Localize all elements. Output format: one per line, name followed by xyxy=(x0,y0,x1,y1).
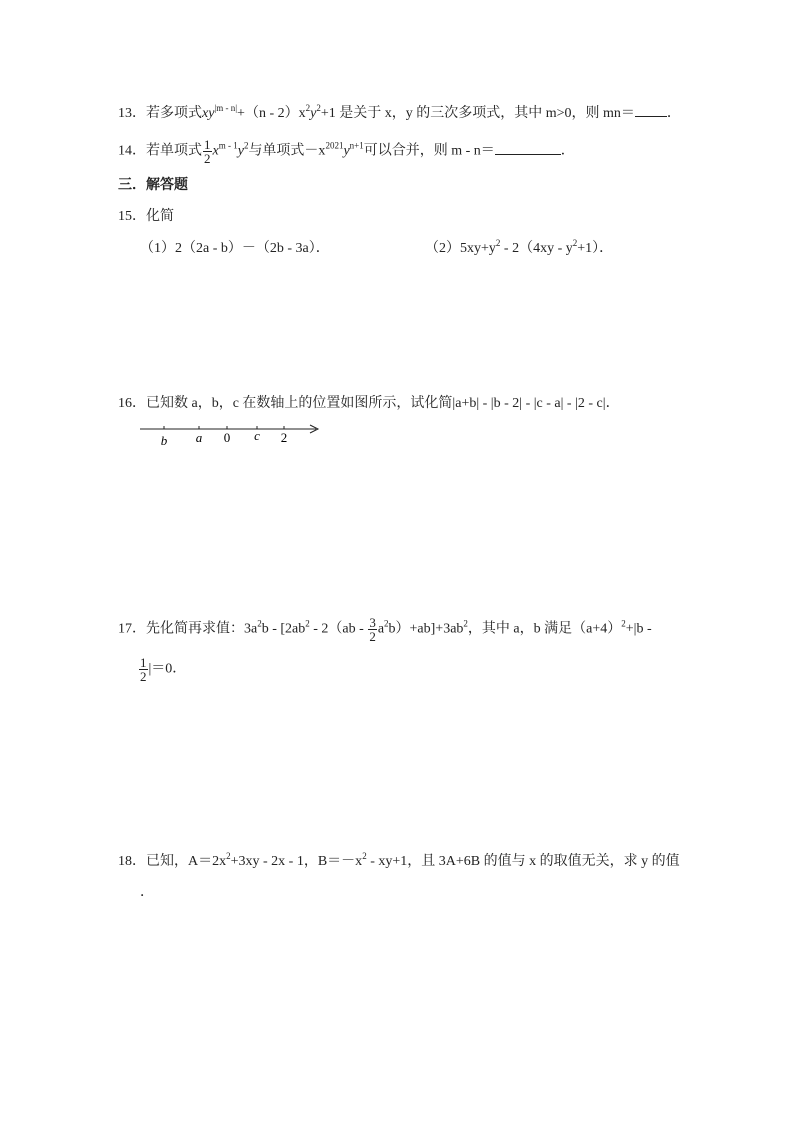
q17-f: ，其中 a，b 满足（a+4） xyxy=(467,621,622,637)
q17-line2-rest: |＝0． xyxy=(148,661,187,677)
q14-y2: y xyxy=(343,143,350,159)
question-17-line-2 xyxy=(138,656,186,683)
q17-e1: 2 xyxy=(257,618,262,629)
q13-answer-blank[interactable] xyxy=(635,104,667,117)
q14-exp-m: m - 1 xyxy=(218,140,238,151)
q17-frac-den: 2 xyxy=(369,629,376,644)
number-line-figure xyxy=(136,420,326,452)
q15-part-2 xyxy=(425,240,613,258)
question-17 xyxy=(118,616,652,643)
q17-e: b）+ab]+3ab xyxy=(388,621,464,637)
q17-frac-num: 3 xyxy=(369,615,376,630)
q13-end: ． xyxy=(666,106,681,121)
q13-text-c: +1 是关于 x，y 的三次多项式，其中 m>0，则 mn＝ xyxy=(320,106,635,121)
q14-exp-2: 2 xyxy=(243,140,249,151)
section-heading: 三．解答题 xyxy=(118,178,188,193)
q14-text-c: 可以合并，则 m - n＝ xyxy=(363,143,495,159)
q18-b: +3xy - 2x - 1，B＝－x xyxy=(230,854,363,869)
q17-g: +|b - xyxy=(625,621,652,637)
q14-exp-n: n+1 xyxy=(349,140,364,151)
q17-c: - 2（ab - xyxy=(309,621,368,637)
q17-l2-frac-num: 1 xyxy=(140,655,147,670)
q17-a: 17．先化简再求值：3a xyxy=(118,621,258,637)
q17-line2-fraction xyxy=(139,656,148,683)
q17-l2-frac-den: 2 xyxy=(140,669,147,684)
question-15-title: 15．化简 xyxy=(118,209,174,224)
q15-p2-c: +1）． xyxy=(577,241,614,256)
q13-number: 13． xyxy=(118,106,146,121)
q14-text-a: 若单项式 xyxy=(146,143,202,159)
q13-exponent-abs: |m - n| xyxy=(214,103,238,113)
q15-p2-exp2: 2 xyxy=(572,238,578,248)
q17-b: b - [2ab xyxy=(261,621,306,637)
q14-text-b: 与单项式－x xyxy=(248,143,326,159)
q17-e2: 2 xyxy=(305,618,310,629)
question-18 xyxy=(118,853,680,871)
question-16: 16．已知数 a，b，c 在数轴上的位置如图所示，试化简|a+b| - |b - 2| - |c - a| - |2 - c|． xyxy=(118,396,620,411)
label-b: b xyxy=(160,433,168,448)
q13-y: y xyxy=(310,106,317,121)
q14-fraction xyxy=(203,138,212,165)
label-a: a xyxy=(195,430,203,445)
q14-number: 14． xyxy=(118,143,146,159)
q13-exp-x: 2 xyxy=(305,103,311,113)
q14-frac-num: 1 xyxy=(204,137,211,152)
q14-frac-den: 2 xyxy=(204,151,211,166)
q13-text-b: +（n - 2）x xyxy=(237,106,306,121)
q15-p2-a: （2）5xy+y xyxy=(425,241,496,256)
label-c: c xyxy=(254,428,260,443)
q13-exp-y: 2 xyxy=(316,103,321,113)
label-2: 2 xyxy=(280,430,288,445)
q18-e2: 2 xyxy=(362,851,367,861)
q17-e5: 2 xyxy=(621,618,626,629)
q13-text-a: 若多项式 xyxy=(146,106,202,121)
question-18-line-2: ． xyxy=(140,885,154,900)
q18-c: - xy+1，且 3A+6B 的值与 x 的取值无关，求 y 的值 xyxy=(366,854,680,869)
label-0: 0 xyxy=(223,430,231,445)
q17-d: a xyxy=(377,621,385,637)
q14-y: y xyxy=(237,143,244,159)
q14-exp-2021: 2021 xyxy=(325,140,344,151)
q17-fraction xyxy=(368,616,377,643)
question-13 xyxy=(118,104,681,123)
q14-answer-blank[interactable] xyxy=(495,142,561,155)
q17-e4: 2 xyxy=(463,618,468,629)
q18-e1: 2 xyxy=(226,851,231,861)
q17-e3: 2 xyxy=(384,618,389,629)
q14-x: x xyxy=(212,143,219,159)
q15-p2-b: - 2（4xy - y xyxy=(500,241,573,256)
question-14 xyxy=(118,138,575,165)
q18-a: 18．已知，A＝2x xyxy=(118,854,227,869)
q14-end: ． xyxy=(560,143,575,159)
q13-xy: xy xyxy=(202,106,215,121)
q15-p2-exp: 2 xyxy=(495,238,501,248)
q15-part-1: （1）2（2a - b）－（2b - 3a）． xyxy=(140,241,330,256)
